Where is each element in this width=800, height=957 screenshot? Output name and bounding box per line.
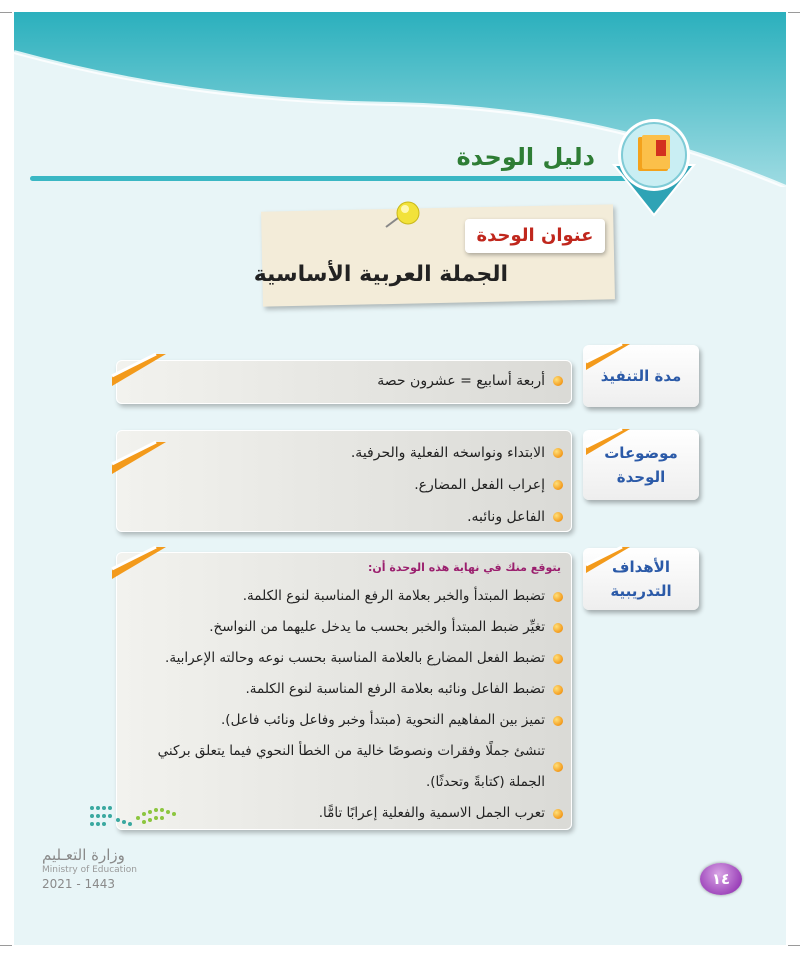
duration-box bbox=[116, 360, 572, 404]
list-item: تعرب الجمل الاسمية والفعلية إعرابًا تامًّا. bbox=[127, 798, 563, 829]
crop-mark bbox=[788, 945, 800, 946]
topics-box bbox=[116, 430, 572, 532]
duration-value: أربعة أسابيع = عشرون حصة bbox=[377, 373, 563, 389]
topics-label-line2: الوحدة bbox=[616, 468, 666, 486]
book-icon bbox=[604, 110, 704, 220]
ministry-name-en: Ministry of Education bbox=[42, 865, 137, 875]
orange-corner-icon bbox=[582, 425, 632, 459]
crop-mark bbox=[0, 12, 12, 13]
list-item: تضبط الفاعل ونائبه بعلامة الرفع المناسبة لنوع الكلمة. bbox=[127, 674, 563, 705]
header-underline bbox=[30, 176, 650, 181]
orange-corner-icon bbox=[108, 350, 168, 390]
unit-name: الجملة العربية الأساسية bbox=[253, 262, 508, 287]
orange-corner-icon bbox=[582, 543, 632, 577]
topics-label-line1: موضوعات bbox=[604, 444, 678, 462]
unit-label: عنوان الوحدة bbox=[465, 219, 605, 253]
list-item: تنشئ جملًا وفقرات ونصوصًا خالية من الخطأ النحوي فيما يتعلق بركني الجملة (كتابةً وتحدثًا). bbox=[127, 736, 563, 798]
crop-mark bbox=[788, 12, 800, 13]
goals-label-line1: الأهداف bbox=[612, 558, 670, 576]
ministry-name-ar: وزارة التعـليم bbox=[42, 846, 125, 864]
orange-corner-icon bbox=[582, 340, 632, 374]
goals-intro: يتوقع منك في نهاية هذه الوحدة أن: bbox=[367, 561, 561, 574]
list-item: تضبط المبتدأ والخبر بعلامة الرفع المناسبة لنوع الكلمة. bbox=[127, 581, 563, 612]
list-item: الفاعل ونائبه. bbox=[351, 501, 563, 533]
orange-corner-icon bbox=[108, 438, 168, 478]
list-item: إعراب الفعل المضارع. bbox=[351, 469, 563, 501]
list-item: تغيِّر ضبط المبتدأ والخبر بحسب ما يدخل عليهما من النواسخ. bbox=[127, 612, 563, 643]
page-title: دليل الوحدة bbox=[456, 143, 595, 171]
duration-label: مدة التنفيذ bbox=[600, 367, 682, 385]
list-item: تميز بين المفاهيم النحوية (مبتدأ وخبر وفاعل ونائب فاعل). bbox=[127, 705, 563, 736]
orange-corner-icon bbox=[108, 543, 168, 583]
list-item: الابتداء ونواسخه الفعلية والحرفية. bbox=[351, 437, 563, 469]
page-number: ١٤ bbox=[700, 863, 742, 895]
edition-year: 2021 - 1443 bbox=[42, 877, 116, 891]
goals-label-line2: التدريبية bbox=[610, 582, 672, 600]
pushpin-icon bbox=[380, 197, 428, 237]
crop-mark bbox=[0, 945, 12, 946]
ministry-logo-icon bbox=[88, 800, 180, 836]
list-item: تضبط الفعل المضارع بالعلامة المناسبة بحسب نوعه وحالته الإعرابية. bbox=[127, 643, 563, 674]
goals-box bbox=[116, 552, 572, 830]
